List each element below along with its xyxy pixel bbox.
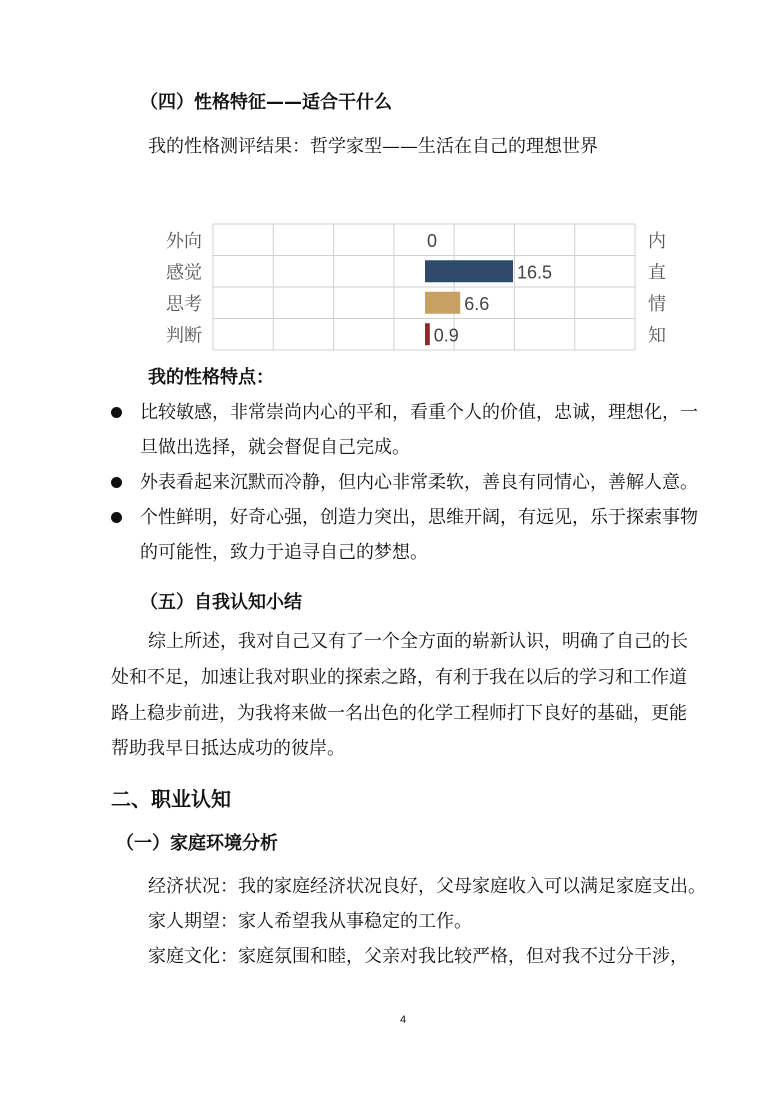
chart-value-label: 0.9: [433, 325, 459, 346]
part-heading-career: 二、职业认知: [111, 787, 231, 811]
family-line: 家庭文化：家庭氛围和睦，父亲对我比较严格，但对我不过分干涉，: [148, 946, 688, 967]
bullet-icon: [111, 407, 122, 418]
chart-category-label: 思考: [166, 293, 202, 314]
chart-value-label: 0: [427, 230, 438, 251]
summary-paragraph-line: 综上所述，我对自己又有了一个全方面的崭新认识，明确了自己的长: [148, 631, 688, 652]
trait-text: 外表看起来沉默而冷静，但内心非常柔软，善良有同情心，善解人意。: [140, 472, 698, 493]
family-line: 家人期望：家人希望我从事稳定的工作。: [148, 911, 472, 932]
trait-text: 比较敏感，非常崇尚内心的平和，看重个人的价值，忠诚，理想化，一: [140, 402, 698, 423]
bullet-icon: [111, 477, 122, 488]
chart-value-label: 6.6: [464, 293, 490, 314]
summary-paragraph-line: 路上稳步前进，为我将来做一名出色的化学工程师打下良好的基础，更能: [111, 703, 687, 724]
trait-text: 的可能性，致力于追寻自己的梦想。: [140, 542, 428, 563]
trait-text: 个性鲜明，好奇心强，创造力突出，思维开阔，有远见，乐于探索事物: [140, 507, 698, 528]
section-heading-personality: （四）性格特征——适合干什么: [140, 92, 392, 113]
chart-opposite-label: 直: [648, 262, 666, 283]
summary-paragraph-line: 处和不足，加速让我对职业的探索之路，有利于我在以后的学习和工作道: [111, 667, 687, 688]
trait-text: 旦做出选择，就会督促自己完成。: [140, 437, 410, 458]
traits-heading: 我的性格特点：: [148, 367, 274, 388]
chart-value-label: 16.5: [517, 262, 553, 283]
chart-opposite-label: 内: [648, 230, 666, 251]
page-number: 4: [400, 1014, 407, 1026]
personality-bar-chart: [0, 215, 774, 365]
chart-bar: [425, 323, 430, 345]
personality-result-line: 我的性格测评结果：哲学家型——生活在自己的理想世界: [148, 136, 598, 157]
chart-bar: [425, 260, 513, 282]
family-line: 经济状况：我的家庭经济状况良好，父母家庭收入可以满足家庭支出。: [148, 876, 706, 897]
chart-category-label: 判断: [166, 325, 202, 346]
section-heading-family: （一）家庭环境分析: [116, 833, 278, 854]
chart-bar: [425, 292, 460, 314]
summary-paragraph-line: 帮助我早日抵达成功的彼岸。: [111, 738, 345, 759]
chart-category-label: 外向: [166, 230, 202, 251]
bullet-icon: [111, 512, 122, 523]
chart-category-label: 感觉: [166, 262, 202, 283]
chart-opposite-label: 知: [648, 325, 666, 346]
chart-opposite-label: 情: [648, 293, 666, 314]
section-heading-summary: （五）自我认知小结: [140, 592, 302, 613]
